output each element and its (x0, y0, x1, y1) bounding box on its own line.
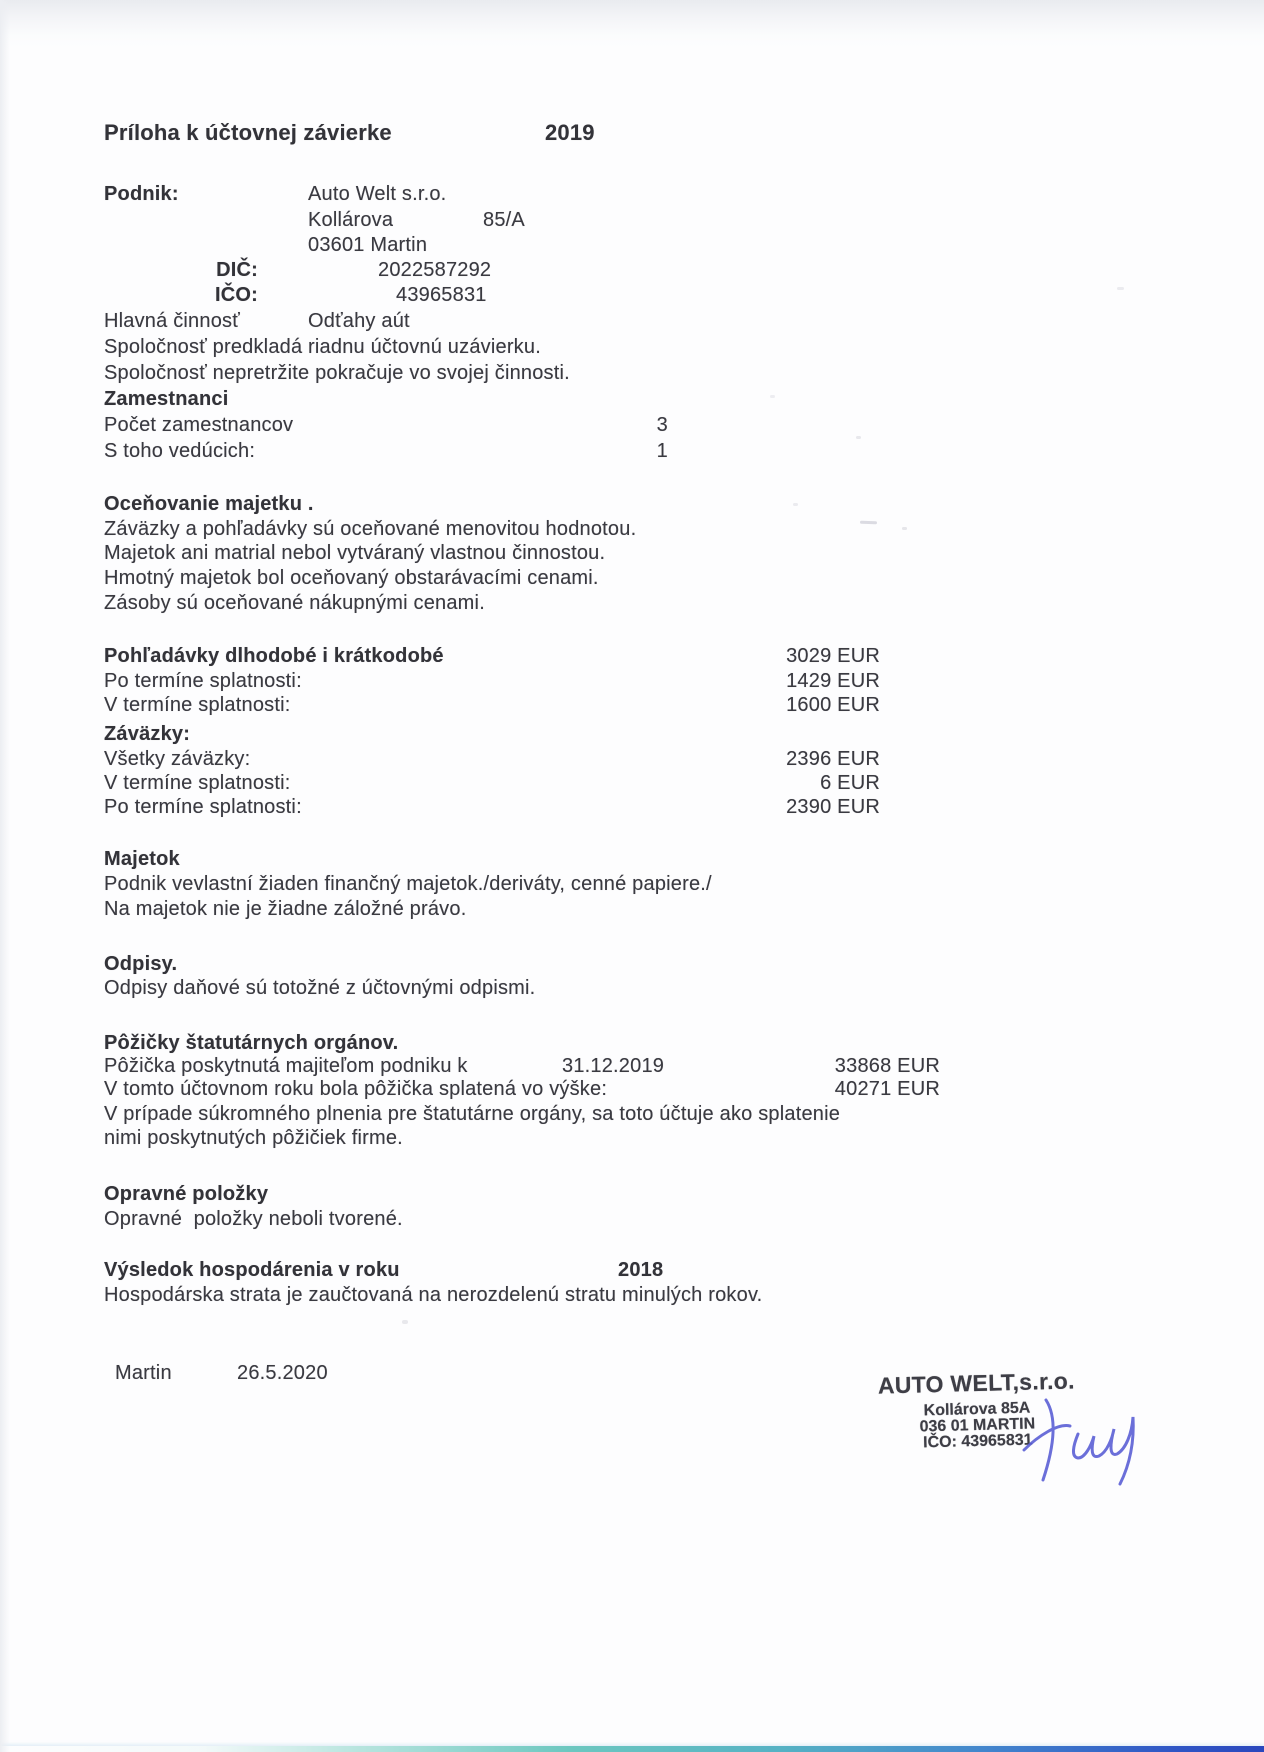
scan-artifact-speck-5 (770, 395, 775, 398)
stamp-address: Kollárova 85A (923, 1399, 1031, 1420)
loans-row1-date: 31.12.2019 (562, 1055, 665, 1077)
scan-artifact-dot (902, 527, 907, 530)
liabilities-due-label: V termíne splatnosti: (104, 772, 291, 794)
depreciation-heading: Odpisy. (104, 953, 178, 975)
liabilities-due-value: 6 EUR (820, 772, 880, 794)
result-line: Hospodárska strata je zaučtovaná na nerozdelenú stratu minulých rokov. (104, 1284, 763, 1306)
employees-count-value: 3 (656, 414, 668, 436)
stamp-ico: IČO: 43965831 (922, 1431, 1033, 1452)
company-note-2: Spoločnosť nepretržite pokračuje vo svojej činnosti. (104, 362, 570, 384)
receivables-due-value: 1600 EUR (786, 694, 880, 716)
loans-row1-value: 33868 EUR (834, 1055, 940, 1077)
stamp-company-name: AUTO WELT,s.r.o. (877, 1367, 1076, 1399)
receivables-due-label: V termíne splatnosti: (104, 694, 291, 716)
signoff-place: Martin (115, 1362, 172, 1384)
liabilities-overdue-label: Po termíne splatnosti: (104, 796, 302, 818)
scan-edge-line (0, 1746, 1264, 1752)
adjustments-line: Opravné položky neboli tvorené. (104, 1208, 403, 1230)
dic-value: 2022587292 (378, 259, 492, 281)
document-year: 2019 (545, 120, 595, 145)
scan-artifact-speck-3 (402, 1320, 408, 1324)
dic-label: DIČ: (216, 259, 258, 281)
valuation-line-3: Hmotný majetok bol oceňovaný obstarávacími cenami. (104, 567, 599, 589)
loans-row2-value: 40271 EUR (834, 1078, 940, 1100)
liabilities-all-value: 2396 EUR (786, 748, 880, 770)
scan-artifact-speck-4 (1117, 287, 1124, 290)
stamp-city: 036 01 MARTIN (919, 1415, 1036, 1436)
employees-managers-value: 1 (656, 440, 668, 462)
valuation-line-2: Majetok ani matrial nebol vytváraný vlastnou činnostou. (104, 542, 606, 564)
ico-value: 43965831 (396, 284, 487, 306)
employees-count-label: Počet zamestnancov (104, 414, 294, 436)
scan-artifact-speck-1 (856, 436, 861, 439)
loans-heading: Pôžičky štatutárnych orgánov. (104, 1032, 399, 1054)
liabilities-overdue-value: 2390 EUR (786, 796, 880, 818)
valuation-heading: Oceňovanie majetku . (104, 493, 314, 515)
signature-ink (1022, 1396, 1152, 1488)
employees-heading: Zamestnanci (104, 388, 229, 410)
main-activity-label: Hlavná činnosť (104, 310, 240, 332)
liabilities-all-label: Všetky záväzky: (104, 748, 251, 770)
company-note-1: Spoločnosť predkladá riadnu účtovnú uzávierku. (104, 336, 541, 358)
adjustments-heading: Opravné položky (104, 1183, 269, 1205)
result-year: 2018 (618, 1259, 664, 1281)
valuation-line-4: Zásoby sú oceňované nákupnými cenami. (104, 592, 485, 614)
loans-row2-label: V tomto účtovnom roku bola pôžička splatená vo výške: (104, 1078, 608, 1100)
assets-line-1: Podnik vevlastní žiaden finančný majetok./deriváty, cenné papiere./ (104, 873, 712, 895)
loans-note-1: V prípade súkromného plnenia pre štatutárne orgány, sa toto účtuje ako splatenie (104, 1103, 841, 1125)
ico-label: IČO: (214, 284, 258, 306)
company-city: 03601 Martin (308, 234, 428, 256)
assets-line-2: Na majetok nie je žiadne záložné právo. (104, 898, 467, 920)
liabilities-heading: Záväzky: (104, 723, 191, 745)
receivables-heading: Pohľadávky dlhodobé i krátkodobé (104, 645, 444, 667)
signoff-date: 26.5.2020 (237, 1362, 328, 1384)
valuation-line-1: Záväzky a pohľadávky sú oceňované menovitou hodnotou. (104, 518, 637, 540)
loans-row1-label: Pôžička poskytnutá majiteľom podniku k (104, 1055, 468, 1077)
result-heading: Výsledok hospodárenia v roku (104, 1259, 400, 1281)
employees-managers-label: S toho vedúcich: (104, 440, 256, 462)
company-label: Podnik: (104, 183, 179, 205)
loans-note-2: nimi poskytnutých pôžičiek firme. (104, 1127, 403, 1149)
assets-heading: Majetok (104, 848, 180, 870)
depreciation-line: Odpisy daňové sú totožné z účtovnými odpismi. (104, 977, 536, 999)
company-street-number: 85/A (483, 209, 525, 231)
main-activity-value: Odťahy aút (308, 310, 410, 332)
company-name: Auto Welt s.r.o. (308, 183, 447, 205)
scan-artifact-speck-2 (793, 503, 798, 506)
document-title: Príloha k účtovnej závierke (104, 120, 392, 145)
receivables-overdue-label: Po termíne splatnosti: (104, 670, 302, 692)
scan-artifact-dash (860, 521, 877, 525)
company-street: Kollárova (308, 209, 394, 231)
receivables-overdue-value: 1429 EUR (786, 670, 880, 692)
receivables-total-value: 3029 EUR (786, 645, 880, 667)
